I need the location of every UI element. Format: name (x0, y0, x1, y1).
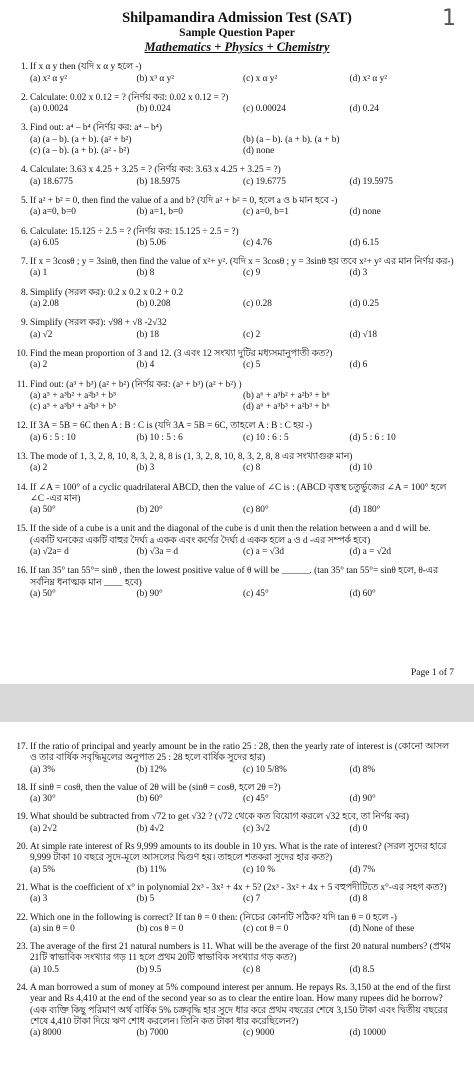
answer-option: (d) 8% (349, 764, 376, 775)
answer-option: (a) a⁵ + a³b² + a²b³ + b⁵ (30, 390, 117, 401)
answer-option: (b) 60° (136, 794, 163, 805)
answer-option: (c) 9 (243, 268, 261, 279)
question-text: What should be subtracted from √72 to get √32 ? (√72 থেকে কত বিয়োগ করলে √32 হবে, তা নির্ণয় কর) (30, 812, 409, 823)
answer-option: (c) (a – b). (a + b). (a² - b²) (30, 146, 130, 157)
question-text: A man borrowed a sum of money at 5% compound interest per annum. He repays Rs. 3,150 at the end of the first year and Rs 4,410 at the end of the second year so as to clear the entire loan. How many rupees did he borrow? (এক ব্যক্তি কিছু পরিমাণ অর্থ বার্ষিক 5% চক্রবৃদ্ধি হার সুদে ধার করে প্রথম বছরের শেষে 3,150 টাকা এবং দ্বিতীয় বছরের শেষে 4,410 টাকা দিয়ে ঋণ শোধ করলেন। তিনি কত টাকা ধার করেছিলেন?) (30, 983, 451, 1027)
answer-option: (a) 2 (30, 463, 48, 474)
question-number: 5. (21, 195, 28, 206)
answer-option: (a) 3% (30, 764, 56, 775)
answer-option: (a) 8000 (30, 1028, 62, 1039)
answer-option: (d) x² α y² (349, 73, 388, 84)
answer-option: (a) 3 (30, 894, 48, 905)
answer-option: (a) √2a= d (30, 547, 69, 558)
question-text: The average of the first 21 natural numbers is 11. What will be the average of the first 20 natural numbers? (প্রথম 21টি স্বাভাবিক সংখ্যার গড় 11 হলে প্রথম 20টি স্বাভাবিক সংখ্যার গড় কত?) (30, 942, 451, 964)
answer-option: (a) 50° (30, 505, 56, 516)
answer-option: (d) 10 (349, 463, 372, 474)
answer-option: (a) 2.08 (30, 299, 59, 310)
question-number: 11. (16, 379, 28, 390)
answer-option: (d) 8 (349, 894, 368, 905)
answer-option: (d) 5 : 6 : 10 (349, 432, 396, 443)
answer-option: (b) 18.5975 (136, 176, 180, 187)
answer-options (30, 433, 456, 444)
question-text: If the side of a cube is a unit and the diagonal of the cube is d unit then the relation between a and d will be. (একটি ঘনকের একটি বাহুর দৈর্ঘ্য a একক এবং কর্ণের দৈর্ঘ্য d একক হলে a ও d -এর সম্পর্ক হবে) (30, 524, 431, 546)
question-number: 4. (21, 165, 28, 176)
question-item (16, 942, 456, 976)
answer-option: (d) a⁶ + a³b³ + a²b³ + b⁶ (243, 402, 330, 413)
answer-option: (d) 0 (349, 823, 368, 834)
answer-options (30, 330, 456, 341)
question-item (16, 742, 456, 776)
question-number: 18. (16, 782, 28, 793)
answer-option: (d) 6.15 (349, 237, 379, 248)
answer-option: (b) 0.024 (136, 104, 171, 115)
answer-options (30, 207, 456, 218)
answer-option: (c) 8 (243, 463, 261, 474)
answer-option: (a) 0.0024 (30, 104, 69, 115)
answer-options (30, 505, 456, 516)
question-text: If the ratio of principal and yearly amount be in the ratio 25 : 28, then the yearly rate of interest is (কোনো আসল ও তার বার্ষিক সবৃদ্ধিমূলের অনুপাত 25 : 28 হলে বার্ষিক সুদের হার) (30, 742, 450, 764)
question-item (21, 62, 456, 85)
question-item (16, 348, 456, 372)
answer-option: (a) 10.5 (30, 964, 59, 975)
question-item (21, 123, 456, 157)
subject-heading: Mathematics + Physics + Chemistry (144, 39, 330, 54)
answer-options (30, 360, 456, 371)
question-text: The mode of 1, 3, 2, 8, 10, 8, 3, 2, 8, 8 is (1, 3, 2, 8, 10, 8, 3, 2, 8, 8 এর সংখ্যাগুরু মান) (30, 451, 353, 462)
answer-option: (c) cot θ = 0 (243, 923, 289, 934)
answer-option: (c) 45° (243, 794, 269, 805)
answer-option: (a) √2 (30, 329, 53, 340)
answer-option: (b) 7000 (136, 1028, 169, 1039)
answer-option: (c) 19.6775 (243, 176, 286, 187)
answer-option: (c) a=0, b=1 (243, 207, 289, 218)
question-item (16, 379, 456, 414)
answer-option: (d) 180° (349, 505, 381, 516)
answer-options (30, 547, 456, 558)
answer-option: (a) x² α y² (30, 73, 68, 84)
question-text: If tan 35° tan 55°= sinθ , then the lowest positive value of θ will be ______. (tan 35° tan 55°= sinθ হলে, θ-এর সর্বনিম্ন ধনাত্মক মান ____ হবে) (30, 566, 439, 588)
document-title: Shilpamandira Admission Test (SAT) (122, 10, 352, 26)
question-text: Find out: a⁴ – b⁴ (নির্ণয় কর: a⁴ – b⁴) (30, 123, 162, 134)
answer-option: (a) 1 (30, 268, 48, 279)
answer-option: (b) √3a = d (136, 547, 179, 558)
question-item (16, 842, 456, 876)
question-text: If x = 3cosθ ; y = 3sinθ, then find the value of x²+ y². (যদি x = 3cosθ ; y = 3sinθ হয় তবে x²+ y² এর মান নির্ণয় কর-) (30, 257, 454, 268)
question-item (21, 165, 456, 188)
answer-option: (a) (a – b). (a + b). (a² + b²) (30, 134, 132, 145)
answer-option: (b) cos θ = 0 (136, 923, 184, 934)
question-number: 1. (21, 62, 28, 73)
answer-option: (a) 2 (30, 360, 48, 371)
answer-option: (b) 10 : 5 : 6 (136, 432, 183, 443)
question-item (16, 882, 456, 906)
answer-option: (d) 6 (349, 360, 368, 371)
answer-option: (c) 0.00024 (243, 104, 286, 115)
answer-option: (a) a=0, b=0 (30, 207, 76, 218)
question-text: Calculate: 15.125 ÷ 2.5 = ? (নির্ণয় কর: 15.125 ÷ 2.5 = ?) (30, 226, 239, 237)
answer-option: (d) none (243, 146, 275, 157)
question-number: 20. (16, 842, 28, 853)
answer-option: (b) 18 (136, 329, 159, 340)
question-item (16, 566, 456, 600)
answer-option: (c) 4.76 (243, 237, 272, 248)
question-number: 14. (16, 482, 28, 493)
question-text: Simplify (সরল কর): 0.2 x 0.2 x 0.2 + 0.2 (30, 287, 184, 298)
question-item (16, 782, 456, 806)
answer-option: (b) 8 (136, 268, 155, 279)
answer-options (30, 965, 456, 976)
question-item (16, 421, 456, 444)
question-text: If a² + b² = 0, then find the value of a and b? (যদি a² + b² = 0, হলে a ও b মান হবে -) (30, 195, 338, 206)
answer-option: (c) a⁵ + a³b³ + a²b³ + b⁵ (30, 402, 117, 413)
answer-option: (d) 0.24 (349, 104, 379, 115)
answer-option: (b) 5.06 (136, 237, 166, 248)
question-item (16, 524, 456, 558)
answer-option: (b) 9.5 (136, 964, 162, 975)
answer-option: (d) 8.5 (349, 964, 375, 975)
question-item (16, 451, 456, 475)
page-footer: Page 1 of 7 (410, 668, 454, 678)
question-list-page-2 (0, 722, 474, 1040)
answer-option: (c) 3√2 (243, 823, 271, 834)
question-item (21, 257, 456, 280)
answer-options (30, 824, 456, 835)
answer-options (30, 104, 456, 115)
answer-options (30, 177, 456, 188)
question-text: If sinθ = cosθ, then the value of 2θ will be (sinθ = cosθ, হলে 2θ =?) (30, 782, 281, 793)
answer-option: (d) a = √2d (349, 547, 392, 558)
answer-option: (c) 7 (243, 894, 261, 905)
answer-option: (b) 20° (136, 505, 163, 516)
answer-option: (b) 11% (136, 864, 167, 875)
answer-option: (c) 10 : 6 : 5 (243, 432, 289, 443)
document-page-2 (0, 722, 474, 1069)
question-item (16, 983, 456, 1039)
question-item (16, 912, 456, 936)
answer-options (30, 238, 456, 249)
question-number: 9. (21, 318, 28, 329)
answer-option: (d) 90° (349, 794, 376, 805)
question-number: 22. (16, 912, 28, 923)
answer-option: (a) 2√2 (30, 823, 58, 834)
question-number: 12. (16, 421, 28, 432)
question-text: Simplify (সরল কর): √98 + √8 -2√32 (30, 318, 167, 329)
answer-option: (b) 4 (136, 360, 155, 371)
question-text: If 3A = 5B = 6C then A : B : C is (যদি 3A = 5B = 6C, তাহলে A : B : C হয় -) (30, 421, 313, 432)
answer-option: (a) sin θ = 0 (30, 923, 75, 934)
answer-options (30, 74, 456, 85)
answer-option: (c) 2 (243, 329, 261, 340)
answer-option: (b) 3 (136, 463, 155, 474)
answer-options (30, 589, 456, 600)
answer-option: (c) 45° (243, 588, 269, 599)
page-marker: 1 (442, 6, 456, 31)
question-number: 24. (16, 983, 28, 994)
answer-options (30, 463, 456, 474)
answer-option: (c) 10 5/8% (243, 764, 287, 775)
answer-option: (c) 5 (243, 360, 261, 371)
question-number: 2. (21, 92, 28, 103)
question-text: If x α y then (যদি x α y হলে -) (30, 62, 142, 73)
answer-option: (b) a=1, b=0 (136, 207, 183, 218)
answer-option: (b) x³ α y² (136, 73, 175, 84)
question-number: 3. (21, 123, 28, 134)
question-text: If ∠A = 100° of a cyclic quadrilateral ABCD, then the value of ∠C is : (ABCD বৃত্তস্থ চতুর্ভুজের ∠A = 100° হলে ∠C -এর মান) (30, 482, 447, 504)
answer-options (30, 794, 456, 805)
answer-option: (c) 9000 (243, 1028, 275, 1039)
question-number: 6. (21, 226, 28, 237)
answer-option: (d) 3 (349, 268, 368, 279)
answer-options (30, 765, 456, 776)
question-list-page-1 (0, 54, 474, 600)
answer-options (30, 268, 456, 279)
answer-option: (a) 30° (30, 794, 56, 805)
question-number: 17. (16, 742, 28, 752)
answer-option: (d) 19.5975 (349, 176, 393, 187)
answer-option: (d) none (349, 207, 381, 218)
answer-option: (d) 7% (349, 864, 376, 875)
question-number: 8. (21, 287, 28, 298)
document-header (0, 10, 474, 54)
question-number: 10. (16, 348, 28, 359)
question-item (16, 812, 456, 835)
answer-options (30, 1028, 456, 1039)
answer-options (30, 924, 456, 935)
question-item (16, 482, 456, 517)
answer-option: (a) 6 : 5 : 10 (30, 432, 76, 443)
question-item (21, 318, 456, 341)
question-item (21, 287, 456, 311)
answer-option: (c) 8 (243, 964, 261, 975)
answer-option: (c) 10 % (243, 864, 276, 875)
answer-option: (a) 50° (30, 588, 56, 599)
answer-option: (d) None of these (349, 923, 415, 934)
answer-options (30, 391, 456, 414)
question-text: What is the coefficient of x° in polynomial 2x³ - 3x² + 4x + 5? (2x³ - 3x² + 4x + 5 বহুপদীটিতে x°-এর সহগ কত?) (30, 882, 447, 893)
question-number: 13. (16, 451, 28, 462)
answer-option: (c) a = √3d (243, 547, 285, 558)
answer-option: (c) 80° (243, 505, 269, 516)
question-number: 19. (16, 812, 28, 823)
question-item (21, 195, 456, 219)
question-text: Find the mean proportion of 3 and 12. (3 এবং 12 সংখ্যা দুটির মধ্যসমানুপাতী কত?) (30, 348, 333, 359)
answer-option: (b) 0.208 (136, 299, 171, 310)
answer-options (30, 299, 456, 310)
document-subtitle: Sample Question Paper (179, 26, 295, 39)
answer-option: (b) 4√2 (136, 823, 165, 834)
answer-option: (b) 90° (136, 588, 163, 599)
question-number: 15. (16, 524, 28, 535)
answer-option: (a) 5% (30, 864, 56, 875)
question-number: 23. (16, 942, 28, 953)
question-number: 7. (21, 257, 28, 268)
answer-option: (a) 6.05 (30, 237, 59, 248)
answer-option: (d) 60° (349, 588, 376, 599)
question-item (21, 226, 456, 250)
answer-option: (b) (a – b). (a + b). (a + b) (243, 134, 340, 145)
question-text: Calculate: 3.63 x 4.25 + 3.25 = ? (নির্ণয় কর: 3.63 x 4.25 + 3.25 = ?) (30, 165, 281, 176)
question-item (21, 92, 456, 116)
answer-options (30, 135, 456, 158)
answer-option: (b) 5 (136, 894, 155, 905)
answer-option: (a) 18.6775 (30, 176, 73, 187)
question-text: At simple rate interest of Rs 9,999 amounts to its double in 10 yrs. What is the rate of interest? (সরল সুদের হারে 9,999 টাকা 10 বছরে সুদে-মূলে আসলের দ্বিগুণ হয়। তাহলে শতকরা সুদের হার কত?) (30, 842, 447, 864)
answer-option: (d) √18 (349, 329, 378, 340)
answer-option: (d) 0.25 (349, 299, 379, 310)
answer-option: (b) a⁶ + a³b² + a²b³ + b⁶ (243, 390, 330, 401)
answer-options (30, 894, 456, 905)
question-number: 21. (16, 882, 28, 893)
answer-option: (b) 12% (136, 764, 167, 775)
question-text: Find out: (a³ + b³) (a² + b²) (নির্ণয় কর: (a³ + b³) (a² + b²) ) (30, 379, 242, 390)
answer-option: (c) 0.28 (243, 299, 272, 310)
question-number: 16. (16, 566, 28, 577)
page-separator (0, 684, 474, 722)
question-text: Calculate: 0.02 x 0.12 = ? (নির্ণয় কর: 0.02 x 0.12 = ?) (30, 92, 229, 103)
answer-option: (c) x α y² (243, 73, 278, 84)
question-text: Which one in the following is correct? If tan θ = 0 then: (নিচের কোনটি সঠিক? যদি tan θ = 0 হলে -) (30, 912, 397, 923)
answer-options (30, 865, 456, 876)
answer-option: (d) 10000 (349, 1028, 386, 1039)
